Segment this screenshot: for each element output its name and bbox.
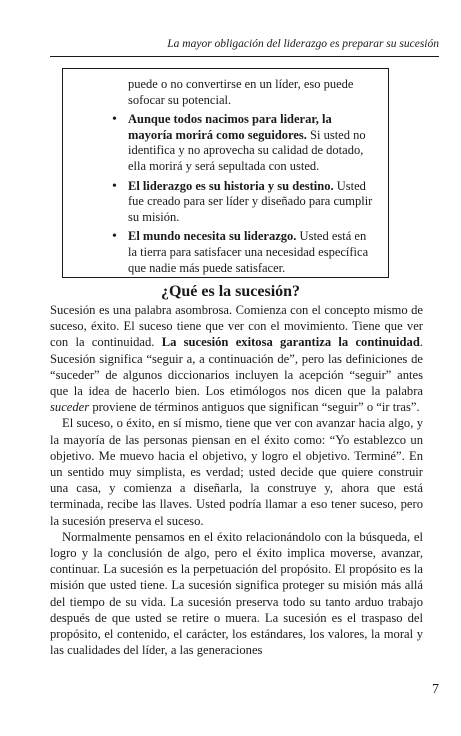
- page-number: 7: [432, 682, 439, 697]
- bullet-lead: El mundo necesita su liderazgo.: [128, 229, 297, 244]
- bullet-text: Usted está en la tierra para satisfacer una necesidad específica que nadie más puede satisfacer.: [128, 229, 369, 275]
- summary-box: [62, 68, 389, 278]
- section-title: ¿Qué es la sucesión?: [160, 283, 301, 300]
- bullet-lead: El liderazgo es su historia y su destino.: [128, 178, 334, 193]
- summary-box-content: [128, 77, 373, 276]
- bullet-lead: Aunque todos nacimos para liderar, la mayoría morirá como seguidores.: [128, 112, 332, 142]
- paragraph-text: . Sucesión significa “seguir a, a continuación de”, pero las definiciones de “suceder” de algunos diccionarios incluyen la acepción “seguir” antes que la idea de hacerlo bien. Los etimólogos nos dicen que la palabra: [50, 335, 423, 399]
- paragraph: El suceso, o éxito, en sí mismo, tiene que ver con avanzar hacia algo, y la mayoría de las personas piensan en el éxito como: “Yo establezco un objetivo. Me muevo hacia el objetivo, y logro el objetivo. Terminé”. En un sentido muy simplista, es verdad; usted decide que quiere construir una casa, y comienza a diseñarla, la construye y, ahora que está terminada, recibe las llaves. Usted podría llamar a eso tener suceso, pero la sucesión preserva el suceso.: [50, 416, 423, 528]
- paragraph: [50, 302, 423, 415]
- bullet-item: [128, 179, 373, 226]
- paragraph-text: Sucesión es una palabra asombrosa. Comienza con el concepto mismo de suceso, éxito. El suceso tiene que ver con el movimiento. Tiene que ver con la continuidad.: [50, 303, 423, 350]
- bullet-text: Si usted no identifica y no aprovecha su calidad de dotado, ella morirá y será sepultada con usted.: [128, 127, 366, 173]
- running-header: La mayor obligación del liderazgo es preparar su sucesión: [167, 38, 439, 50]
- paragraph: Normalmente pensamos en el éxito relacionándolo con la búsqueda, el logro y la conclusión de algo, pero el éxito implica moverse, avanzar, continuar. La sucesión es la perpetuación del propósito. El propósito es la misión que usted tiene. La sucesión significa proteger su misión más allá del tiempo de su vida. La sucesión preserva todo su tanto arduo trabajo después de que usted se retire o muera. La sucesión es el traspaso del propósito, el contenido, el carácter, los estándares, los valores, la moral y las cualidades del líder, a las generaciones: [50, 529, 423, 658]
- bullet-item: [128, 112, 373, 174]
- bullet-item: [128, 229, 373, 276]
- paragraph-emphasis: La sucesión exitosa garantiza la continuidad: [161, 335, 420, 350]
- bullet-list: [128, 112, 373, 276]
- box-intro-text: puede o no convertirse en un líder, eso puede sofocar su potencial.: [128, 77, 354, 107]
- bullet-text: Usted fue creado para ser líder y diseñado para cumplir su misión.: [128, 178, 373, 224]
- header-rule: [50, 56, 439, 57]
- paragraph-italic-term: suceder: [50, 400, 90, 415]
- body-text: [50, 302, 423, 658]
- paragraph-text: proviene de términos antiguos que significan “seguir” o “ir tras”.: [89, 400, 420, 415]
